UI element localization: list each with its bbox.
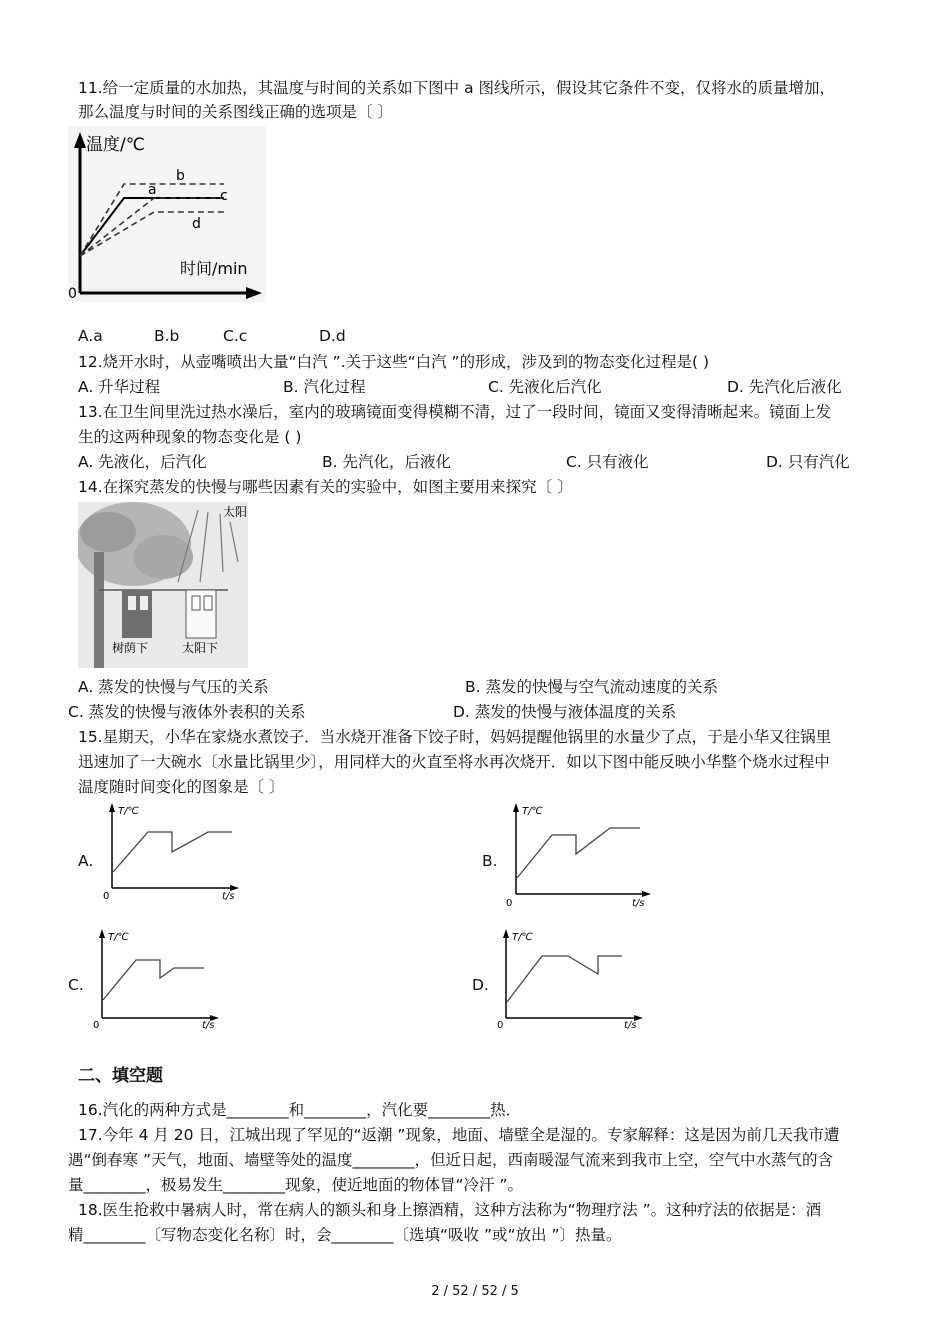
q13-text-line2: 生的这两种现象的物态变化是 ( ) [78, 428, 302, 446]
q12-option-b[interactable]: B. 汽化过程 [283, 378, 366, 396]
q15a-ylabel: T/℃ [118, 806, 139, 817]
q15a-origin: 0 [103, 891, 110, 900]
q15-text-line2: 迅速加了一大碗水〔水量比锅里少〕，用同样大的火直至将水再次烧开．如以下图中能反映小华整个烧水过程中 [78, 753, 830, 771]
q15b-xlabel: t/s [632, 898, 645, 908]
q12-option-a[interactable]: A. 升华过程 [78, 378, 161, 396]
q11-origin: 0 [68, 286, 77, 302]
q13-option-c[interactable]: C. 只有液化 [566, 453, 649, 471]
q15-graph-c [90, 926, 220, 1030]
q11-ylabel: 温度/℃ [86, 135, 145, 155]
q15-option-c[interactable]: C. [68, 976, 84, 994]
page-footer: 2 / 52 / 52 / 5 [431, 1284, 519, 1299]
q13-option-a[interactable]: A. 先液化，后汽化 [78, 453, 207, 471]
q15-graph-d [494, 926, 644, 1030]
q18-text-line1: 18.医生抢救中暑病人时，常在病人的额头和身上擦酒精，这种方法称为“物理疗法 ”。这种疗法的依据是：酒 [78, 1201, 822, 1219]
q15c-curve [103, 960, 204, 1000]
q15d-ylabel: T/℃ [512, 932, 533, 943]
q15b-origin: 0 [506, 898, 513, 908]
q11-option-c[interactable]: C.c [223, 327, 248, 345]
tree-trunk [94, 552, 104, 668]
q17-text-line2: 遇“倒春寒 ”天气，地面、墙壁等处的温度________，但近日起，西南暖湿气流来到我市上空，空气中水蒸气的含 [68, 1151, 833, 1169]
q15-graph-a [100, 800, 240, 900]
q15-graph-b [502, 800, 652, 908]
q15d-curve [507, 956, 622, 1002]
q14-text-line1: 14.在探究蒸发的快慢与哪些因素有关的实验中，如图主要用来探究〔 〕 [78, 478, 573, 496]
q11-option-b[interactable]: B.b [154, 327, 180, 345]
q11-curve-a-label: a [148, 182, 157, 198]
q15-option-a[interactable]: A. [78, 852, 94, 870]
q14-option-a[interactable]: A. 蒸发的快慢与气压的关系 [78, 678, 269, 696]
q14-option-d[interactable]: D. 蒸发的快慢与液体温度的关系 [453, 703, 677, 721]
q12-option-d[interactable]: D. 先汽化后液化 [727, 378, 842, 396]
q15a-xlabel: t/s [222, 891, 235, 900]
q11-graph [68, 126, 266, 302]
q15c-xlabel: t/s [202, 1020, 215, 1030]
q14-option-c[interactable]: C. 蒸发的快慢与液体外表积的关系 [68, 703, 306, 721]
q15b-curve [517, 828, 640, 878]
q15-text-line3: 温度随时间变化的图象是〔 〕 [78, 778, 285, 796]
q11-curve-c-label: c [220, 188, 228, 204]
q17-text-line3: 量________，极易发生________现象，使近地面的物体冒“冷汗 ”。 [68, 1176, 523, 1194]
q15-option-b[interactable]: B. [482, 852, 498, 870]
q15-option-d[interactable]: D. [472, 976, 489, 994]
q13-text-line1: 13.在卫生间里洗过热水澡后，室内的玻璃镜面变得模糊不清，过了一段时间，镜面又变得清晰起来。镜面上发 [78, 403, 832, 421]
q14-figure [78, 502, 248, 668]
q13-option-d[interactable]: D. 只有汽化 [766, 453, 850, 471]
q11-xlabel: 时间/min [180, 259, 248, 278]
q15d-origin: 0 [497, 1020, 504, 1030]
q15c-ylabel: T/℃ [108, 932, 129, 943]
q11-curve-d-label: d [192, 216, 201, 232]
q11-curve-b-label: b [176, 168, 185, 184]
q15-text-line1: 15.星期天，小华在家烧水煮饺子．当水烧开准备下饺子时，妈妈提醒他锅里的水量少了点，于是小华又往锅里 [78, 728, 832, 746]
q17-text-line1: 17.今年 4 月 20 日，江城出现了罕见的“返潮 ”现象，地面、墙壁全是湿的。专家解释：这是因为前几天我市遭 [78, 1126, 840, 1144]
q14-shade-label: 树荫下 [112, 641, 149, 655]
q11-option-d[interactable]: D.d [319, 327, 346, 345]
q18-text-line2: 精________〔写物态变化名称〕时，会________〔选填“吸收 ”或“放出 ”〕热量。 [68, 1226, 622, 1244]
q15a-curve [113, 832, 232, 872]
q15c-origin: 0 [93, 1020, 100, 1030]
q11-text-line2: 那么温度与时间的关系图线正确的选项是〔 〕 [78, 103, 393, 121]
section-title: 二、填空题 [78, 1066, 163, 1086]
q11-option-a[interactable]: A.a [78, 327, 103, 345]
q15d-xlabel: t/s [624, 1020, 637, 1030]
q14-sun-label: 太阳 [223, 505, 248, 519]
q14-option-b[interactable]: B. 蒸发的快慢与空气流动速度的关系 [465, 678, 718, 696]
q13-option-b[interactable]: B. 先汽化，后液化 [322, 453, 451, 471]
q16-text-line1: 16.汽化的两种方式是________和________，汽化要________热． [78, 1101, 522, 1119]
q12-option-c[interactable]: C. 先液化后汽化 [488, 378, 602, 396]
q11-text-line1: 11.给一定质量的水加热，其温度与时间的关系如下图中 a 图线所示，假设其它条件不变，仅将水的质量增加， [78, 79, 836, 97]
q12-text-line1: 12.烧开水时，从壶嘴喷出大量“白汽 ”.关于这些“白汽 ”的形成，涉及到的物态变化过程是( ) [78, 353, 710, 371]
q15b-ylabel: T/℃ [522, 806, 543, 817]
q14-sunlit-label: 太阳下 [182, 641, 219, 655]
